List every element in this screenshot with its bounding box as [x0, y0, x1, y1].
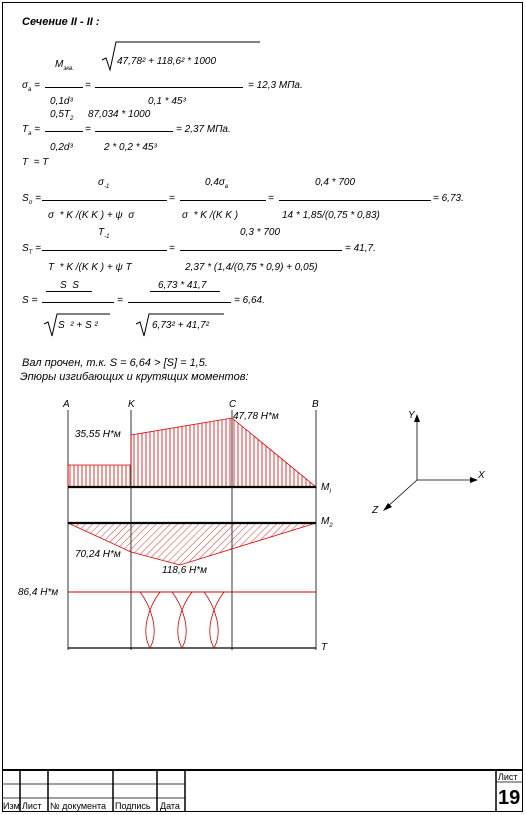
fraction-bar [128, 302, 231, 303]
col-date: Дата [160, 801, 180, 811]
t-label: T [321, 642, 328, 653]
col-izm: Изм [3, 801, 20, 811]
s-sigma-num-3: 0,4 * 700 [315, 177, 356, 188]
axis-z [386, 480, 417, 508]
point-b-label: B [312, 399, 319, 410]
fraction-bar [42, 200, 167, 201]
fraction-bar [180, 250, 342, 251]
s-sigma-den-1: σ * K /(K K ) + ψ σ [48, 210, 135, 221]
tau-num-2: 87,034 * 1000 [88, 109, 151, 120]
m2-label: $M_2$ [321, 516, 333, 529]
fraction-bar [45, 87, 83, 88]
diagrams-title: Эпюры изгибающих и крутящих моментов: [20, 371, 249, 383]
tau-den-2: 2 * 0,2 * 45³ [104, 142, 157, 153]
s-tau-num-1: $T_{-1}$ [98, 227, 110, 240]
s-num-2: 6,73 * 41,7 [158, 280, 207, 291]
s-sigma-result: = 6,73. [433, 193, 464, 204]
s-tau-result: = 41,7. [345, 243, 376, 254]
fraction-bar [95, 131, 173, 132]
s-tau-symbol: $S_T$ = [22, 243, 44, 256]
s-num-1: S S [60, 280, 79, 291]
section-heading: Сечение II - II : [22, 16, 100, 28]
tau-den-1: 0,2d³ [50, 142, 73, 153]
axis-x-label: X [478, 470, 485, 481]
conclusion-text: Вал прочен, т.к. S = 6,64 > [S] = 1,5. [22, 357, 208, 369]
sigma-a-den-2: 0,1 * 45³ [148, 96, 186, 107]
s-sigma-num-2: $0,4\sigma_в$ [205, 177, 229, 190]
fraction-bar [279, 200, 431, 201]
s-sigma-symbol: $S_\sigma$ = [22, 193, 44, 206]
s-sigma-num-1: $\sigma_{-1}$ [98, 177, 110, 190]
point-a-label: A [63, 399, 70, 410]
tau-m-equality: T = T [22, 157, 49, 168]
fraction-bar [45, 131, 83, 132]
torque-hatching [140, 592, 224, 648]
sigma-a-symbol: $\sigma_a$ = [22, 80, 43, 93]
s-sigma-den-3: 14 * 1,85/(0,75 * 0,83) [282, 210, 380, 221]
fraction-bar [180, 200, 266, 201]
m2-k-label: 70,24 Н*м [75, 549, 121, 560]
col-document: № документа [50, 801, 107, 811]
sheet-number: 19 [498, 787, 521, 809]
m1-label: $M_I$ [321, 482, 332, 495]
s-tau-den-1: T * K /(K K ) + ψ T [48, 262, 132, 273]
tau-num-1: $0,5T_2$ [50, 109, 74, 122]
sigma-a-den-1: 0,1d³ [50, 96, 73, 107]
m-ekv-label: $M_{экв.}$ [55, 59, 74, 72]
s-den-2: 6,73² + 41,7² [152, 320, 209, 331]
axis-z-label: Z [372, 505, 379, 516]
tau-a-symbol: $T_a$ = [22, 124, 43, 137]
m2-max-label: 118,6 Н*м [162, 565, 208, 576]
overline [150, 291, 220, 292]
sheet-label: Лист [498, 772, 518, 782]
s-tau-num-2: 0,3 * 700 [240, 227, 281, 238]
s-tau-den-2: 2,37 * (1,4/(0,75 * 0,9) + 0,05) [185, 262, 318, 273]
axis-y-label: Y [408, 410, 415, 421]
overline [46, 291, 92, 292]
col-list: Лист [22, 801, 42, 811]
sigma-a-result: = 12,3 МПа. [248, 80, 303, 91]
point-c-label: C [229, 399, 237, 410]
fraction-bar [42, 302, 114, 303]
m1-k-label: 35,55 Н*м [75, 429, 121, 440]
s-result: = 6,64. [234, 295, 265, 306]
fraction-bar [95, 87, 243, 88]
document-sheet: Сечение II - II : $M_{экв.}$ 47,78² + 118,6² * 1000 $\sigma_a$ = = = 12,3 МПа. 0,1d³ 0,1 * 45³ $0,5T_2$ 87,034 * 1000 $T_a$ = = = 2,37 МПа. 0,2d³ 2 * 0,2 * 45³ T = T $\sigma_{-1}$ $0,4\sigma_в$ 0,4 * 700 $S_\sigma$ = = = = 6,73. σ * K /(K K ) + ψ σ σ * K /(K K ) 14 * 1,85/(0,75 * 0,83) $T_{-1}$ 0,3 * 700 $S_T$ = = = 41,7. T * K /(K K ) + ψ T 2,37 * (1,4/(0,75 * 0,9) + 0,05) S S 6,73 * 41,7 S = = = 6,64. S ² + S ² 6,73² + 41,7² Вал прочен, т.к. S = 6,64 > [S] = 1,5. Эпюры изгибающих и крутящих моментов: A K C B 47,78 Н*м 35,55 Н*м $M_I$ $M_2$ 70,24 Н*м 118,6 Н*м 86,4 Н*м T Y X Z Изм Лист № документа Подпись Дата Лист 19 [0, 0, 526, 815]
point-k-label: K [128, 399, 135, 410]
s-den-1: S ² + S ² [58, 320, 98, 331]
tau-a-result: = 2,37 МПа. [176, 124, 231, 135]
s-symbol: S = [22, 295, 38, 306]
sigma-a-numerator: 47,78² + 118,6² * 1000 [117, 56, 217, 67]
col-signature: Подпись [115, 801, 151, 811]
fraction-bar [42, 250, 167, 251]
s-sigma-den-2: σ * K /(K K ) [182, 210, 239, 221]
m1-max-label: 47,78 Н*м [233, 411, 279, 422]
torque-label: 86,4 Н*м [18, 587, 59, 598]
